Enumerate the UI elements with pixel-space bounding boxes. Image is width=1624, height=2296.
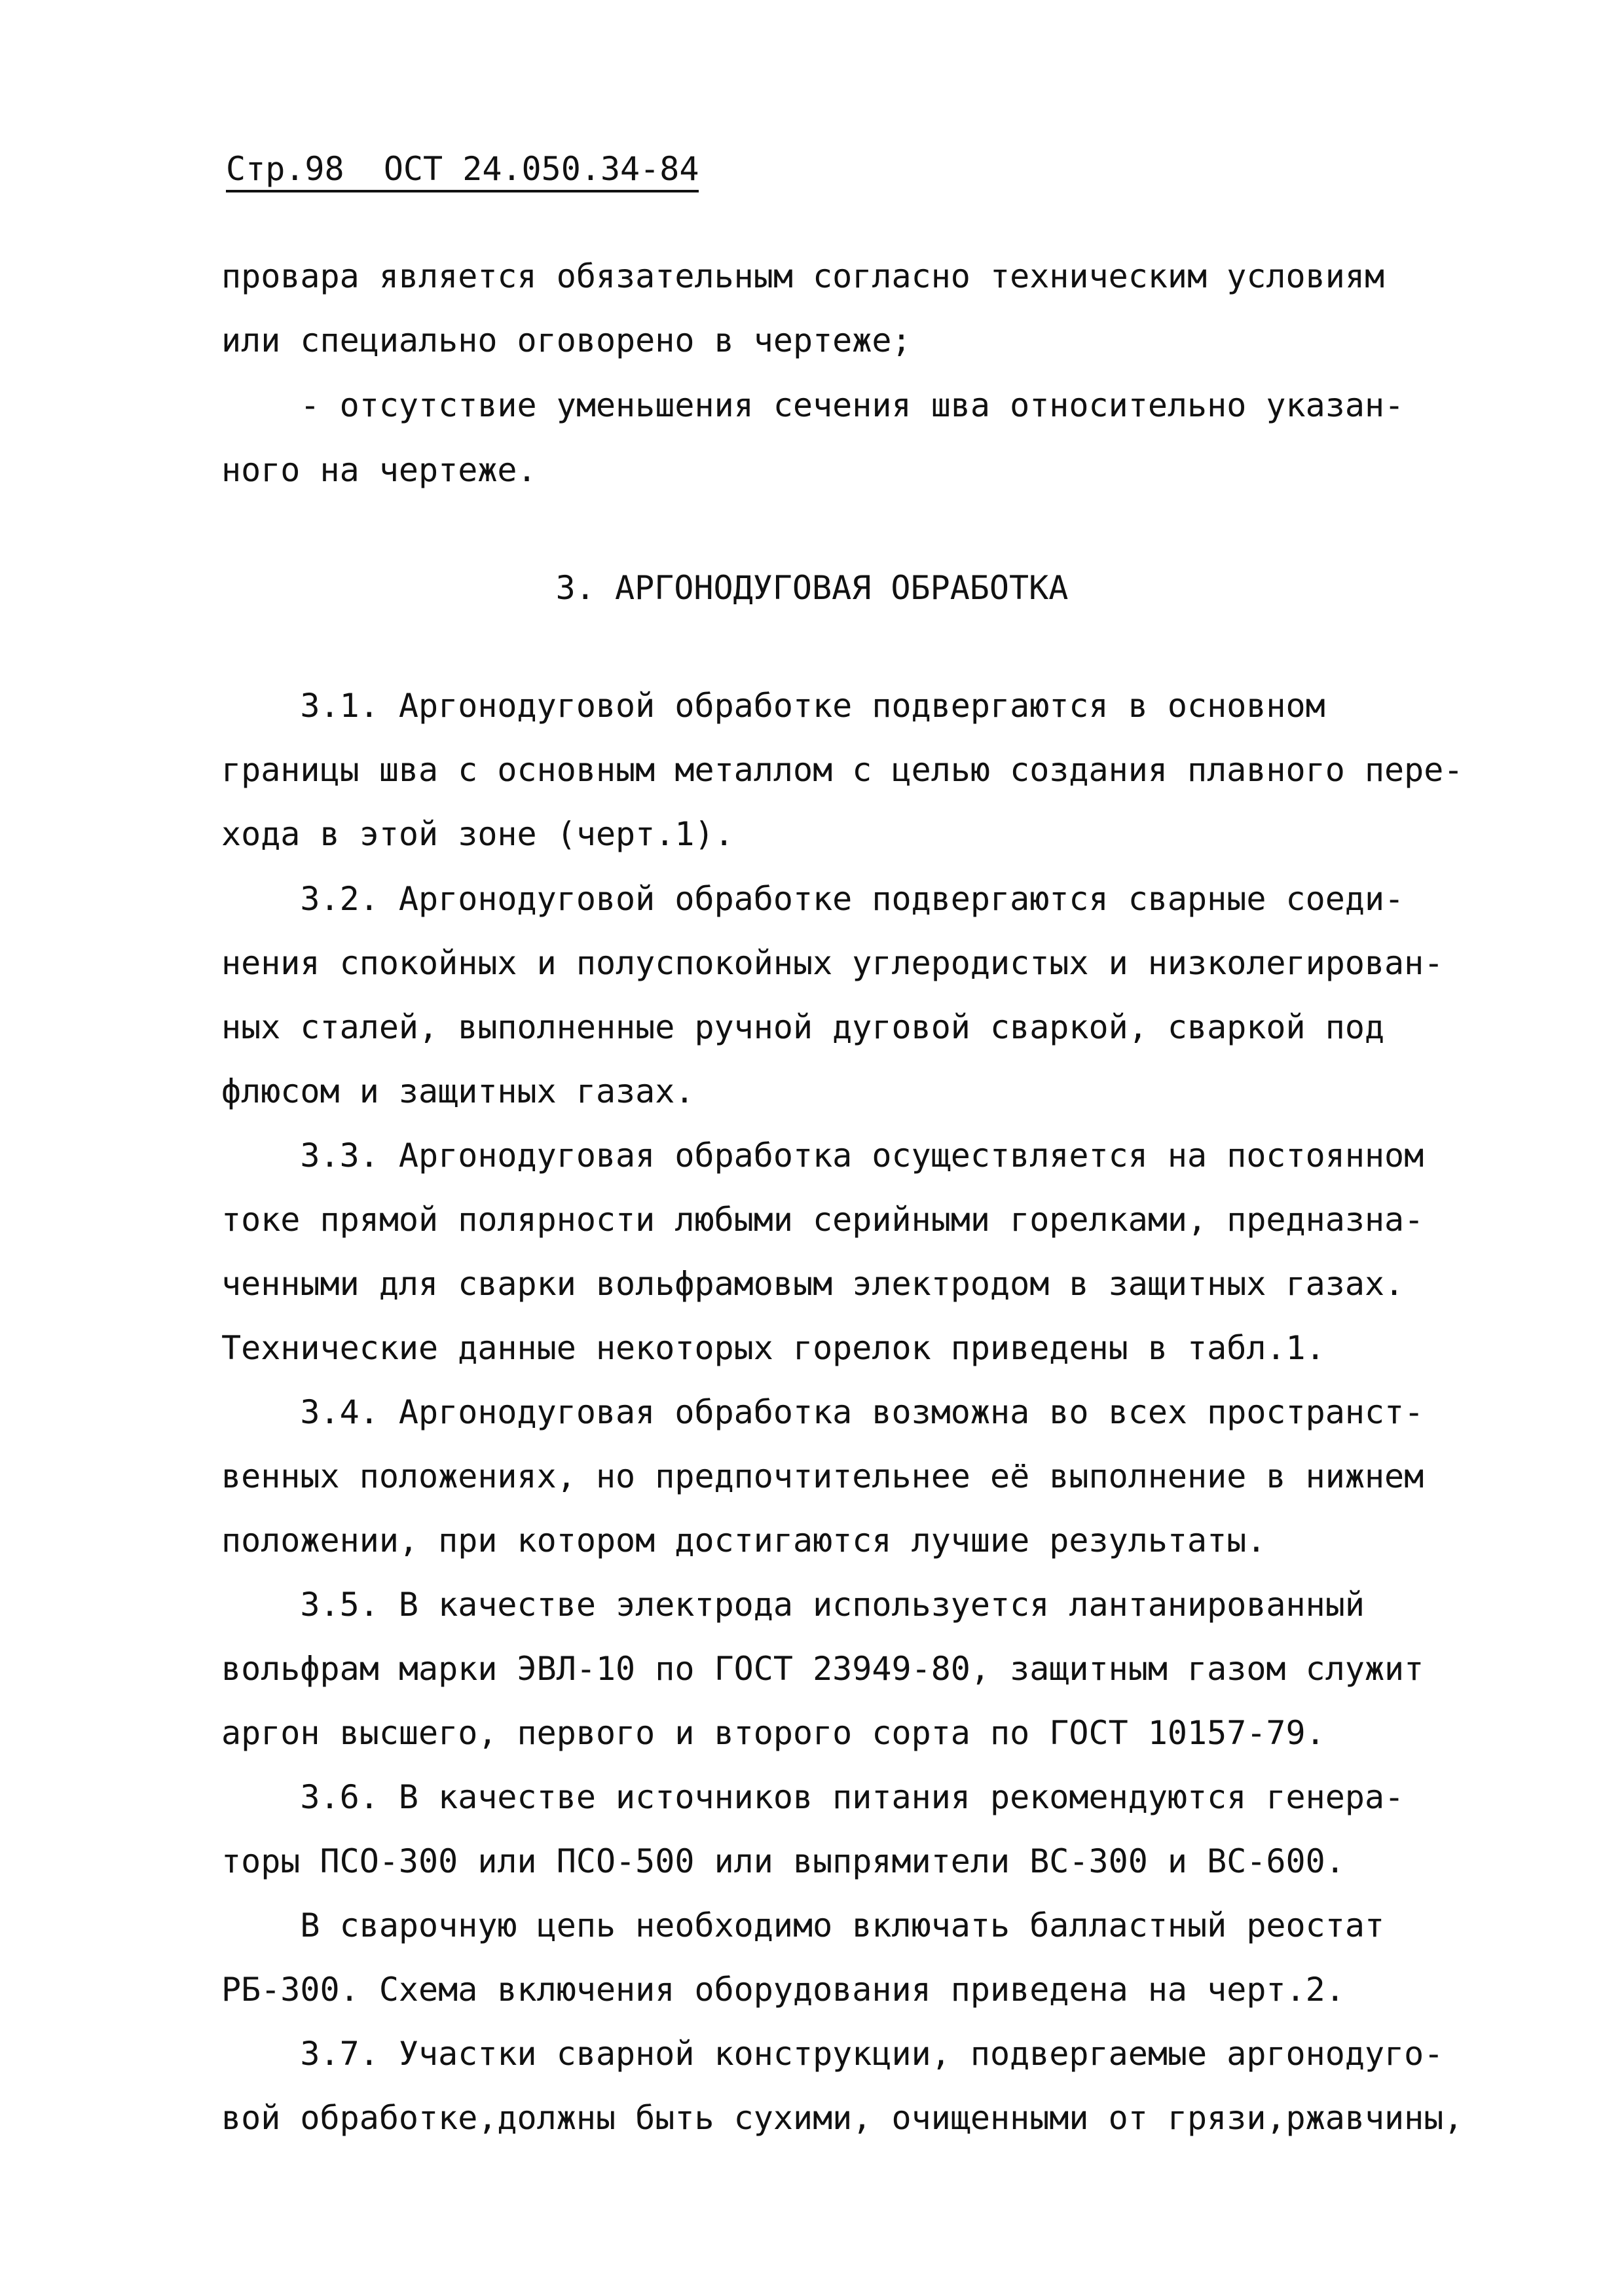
text-line: 3.7. Участки сварной конструкции, подвергаемые аргонодуго- (221, 2035, 1444, 2073)
text-line: венных положениях, но предпочтительнее её выполнение в нижнем (221, 1457, 1424, 1495)
text-line: нения спокойных и полуспокойных углеродистых и низколегирован- (221, 944, 1444, 982)
text-line: 3.3. Аргонодуговая обработка осуществляется на постоянном (221, 1137, 1424, 1175)
text-line: 3.2. Аргонодуговой обработке подвергаются сварные соеди- (221, 880, 1405, 918)
text-line: токе прямой полярности любыми серийными горелками, предназна- (221, 1201, 1424, 1239)
text-line: вольфрам марки ЭВЛ-10 по ГОСТ 23949-80, защитным газом служит (221, 1650, 1424, 1688)
text-line: вой обработке,должны быть сухими, очищенными от грязи,ржавчины, (221, 2099, 1464, 2137)
text-line: РБ-300. Схема включения оборудования приведена на черт.2. (221, 1971, 1345, 2009)
text-line: - отсутствие уменьшения сечения шва относительно указан- (221, 386, 1405, 424)
page-header: Стр.98 ОСТ 24.050.34-84 (226, 149, 699, 192)
text-line: 3.6. В качестве источников питания рекомендуются генера- (221, 1778, 1405, 1816)
text-line: 3.1. Аргонодуговой обработке подвергаются в основном (221, 687, 1325, 725)
text-line: положении, при котором достигаются лучшие результаты. (221, 1522, 1266, 1559)
text-line: В сварочную цепь необходимо включать балластный реостат (221, 1906, 1385, 1944)
text-line: ных сталей, выполненные ручной дуговой сваркой, сваркой под (221, 1008, 1385, 1046)
text-line: ченными для сварки вольфрамовым электродом в защитных газах. (221, 1265, 1405, 1303)
text-line: или специально оговорено в чертеже; (221, 321, 912, 359)
text-line: флюсом и защитных газах. (221, 1072, 695, 1110)
text-line: 3.4. Аргонодуговая обработка возможна во всех пространст- (221, 1393, 1424, 1431)
text-line: Технические данные некоторых горелок приведены в табл.1. (221, 1329, 1325, 1367)
text-line: провара является обязательным согласно техническим условиям (221, 257, 1385, 295)
text-line: 3.5. В качестве электрода используется лантанированный (221, 1586, 1365, 1624)
section-heading: 3. АРГОНОДУГОВАЯ ОБРАБОТКА (555, 569, 1069, 607)
text-line: торы ПСО-300 или ПСО-500 или выпрямители ВС-300 и ВС-600. (221, 1842, 1345, 1880)
text-line: аргон высшего, первого и второго сорта по ГОСТ 10157-79. (221, 1714, 1325, 1752)
text-line: хода в этой зоне (черт.1). (221, 815, 734, 853)
text-line: ного на чертеже. (221, 451, 537, 489)
text-line: границы шва с основным металлом с целью создания плавного пере- (221, 751, 1464, 789)
